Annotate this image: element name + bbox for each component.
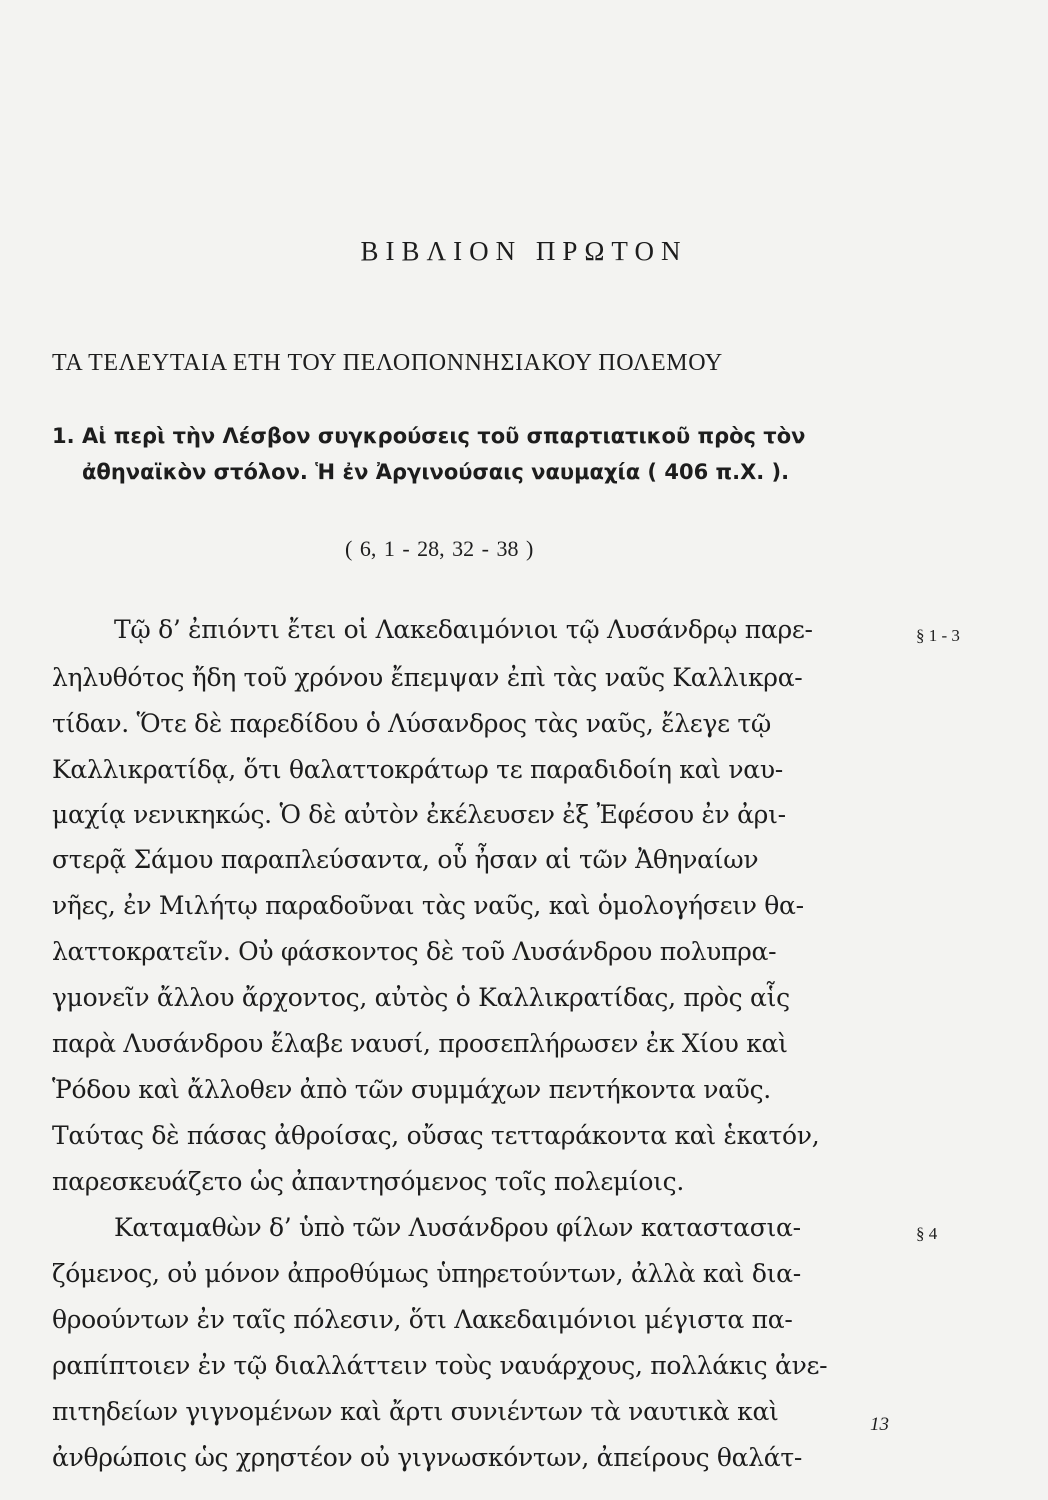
- text-line: παρεσκευάζετο ὡς ἀπαντησόμενος τοῖς πολεμίοις.: [52, 1167, 685, 1196]
- text-line: λαττοκρατεῖν. Οὐ φάσκοντος δὲ τοῦ Λυσάνδρου πολυπρα-: [52, 937, 777, 966]
- text-line: πιτηδείων γιγνομένων καὶ ἄρτι συνιέντων τὰ ναυτικὰ καὶ: [52, 1397, 779, 1426]
- margin-note: § 4: [916, 1224, 938, 1243]
- margin-note: § 1 - 3: [916, 626, 960, 645]
- section-number: 1.: [52, 424, 75, 448]
- text-line: ζόμενος, οὐ μόνον ἀπροθύμως ὑπηρετούντων, ἀλλὰ καὶ δια-: [52, 1259, 801, 1288]
- text-line: τίδαν. Ὅτε δὲ παρεδίδου ὁ Λύσανδρος τὰς ναῦς, ἔλεγε τῷ: [52, 709, 772, 738]
- text-line: θροούντων ἐν ταῖς πόλεσιν, ὅτι Λακεδαιμόνιοι μέγιστα πα-: [52, 1305, 793, 1334]
- text-line: ραπίπτοιεν ἐν τῷ διαλλάττειν τοὺς ναυάρχους, πολλάκις ἀνε-: [52, 1351, 828, 1380]
- text-line: παρὰ Λυσάνδρου ἔλαβε ναυσί, προσεπλήρωσεν ἐκ Χίου καὶ: [52, 1029, 788, 1058]
- text-line: Τῷ δ’ ἐπιόντι ἔτει οἱ Λακεδαιμόνιοι τῷ Λυσάνδρῳ παρε-: [114, 615, 813, 644]
- text-line: Ῥόδου καὶ ἄλλοθεν ἀπὸ τῶν συμμάχων πεντήκοντα ναῦς.: [52, 1075, 771, 1104]
- text-line: ἀνθρώποις ὡς χρηστέον οὐ γιγνωσκόντων, ἀπείρους θαλάτ-: [52, 1443, 803, 1472]
- section-heading: [52, 418, 912, 490]
- text-line: μαχίᾳ νενικηκώς. Ὁ δὲ αὐτὸν ἐκέλευσεν ἐξ Ἐφέσου ἐν ἀρι-: [52, 800, 786, 829]
- page-number: 13: [870, 1414, 889, 1435]
- section-heading-line-2: ἀθηναϊκὸν στόλον. Ἡ ἐν Ἀργινούσαις ναυμαχία ( 406 π.Χ. ).: [82, 460, 790, 484]
- text-line: ληλυθότος ἤδη τοῦ χρόνου ἔπεμψαν ἐπὶ τὰς ναῦς Καλλικρα-: [52, 663, 803, 692]
- text-line: νῆες, ἐν Μιλήτῳ παραδοῦναι τὰς ναῦς, καὶ ὁμολογήσειν θα-: [52, 891, 804, 920]
- section-heading-line-1: [52, 418, 912, 454]
- text-line: Καλλικρατίδᾳ, ὅτι θαλαττοκράτωρ τε παραδιδοίη καὶ ναυ-: [52, 755, 783, 784]
- chapter-title: ΤΑ ΤΕΛΕΥΤΑΙΑ ΕΤΗ ΤΟΥ ΠΕΛΟΠΟΝΝΗΣΙΑΚΟΥ ΠΟΛΕΜΟΥ: [52, 350, 723, 376]
- text-line: γμονεῖν ἄλλου ἄρχοντος, αὐτὸς ὁ Καλλικρατίδας, πρὸς αἷς: [52, 983, 790, 1012]
- source-reference: ( 6, 1 - 28, 32 - 38 ): [345, 536, 534, 561]
- text-line: Ταύτας δὲ πάσας ἀθροίσας, οὔσας τετταράκοντα καὶ ἑκατόν,: [52, 1121, 820, 1150]
- text-line: Καταμαθὼν δ’ ὑπὸ τῶν Λυσάνδρου φίλων καταστασια-: [114, 1213, 801, 1242]
- book-title: ΒΙΒΛΙΟΝ ΠΡΩΤΟΝ: [360, 236, 688, 266]
- section-heading-text-1: Αἱ περὶ τὴν Λέσβον συγκρούσεις τοῦ σπαρτιατικοῦ πρὸς τὸν: [82, 424, 806, 448]
- text-line: στερᾷ Σάμου παραπλεύσαντα, οὗ ἦσαν αἱ τῶν Ἀθηναίων: [52, 845, 759, 874]
